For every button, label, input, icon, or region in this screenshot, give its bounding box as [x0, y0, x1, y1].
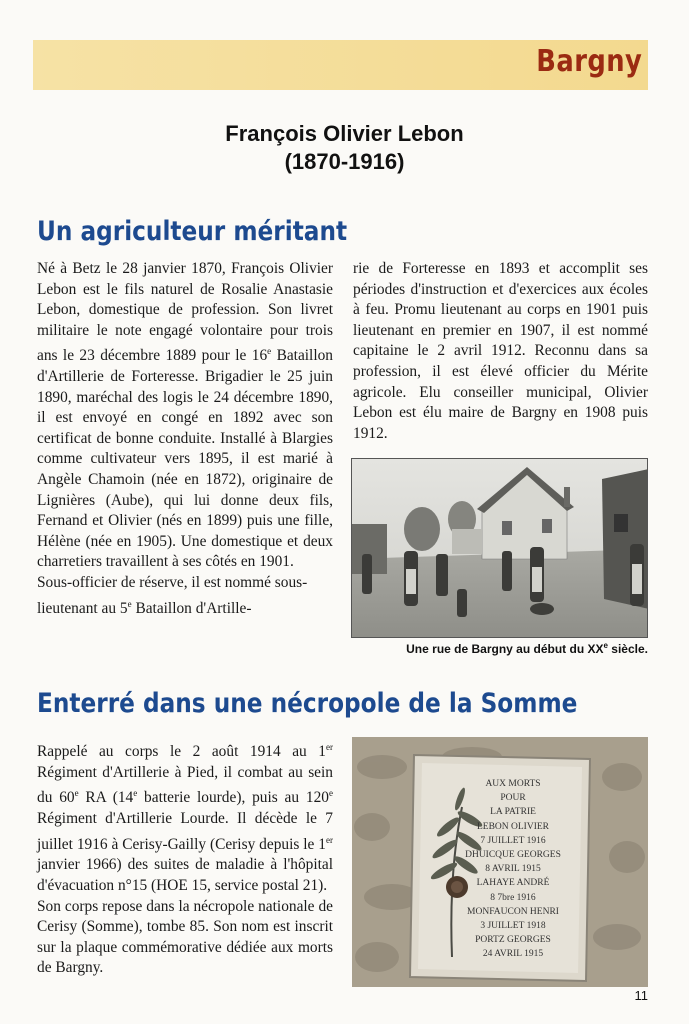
plaque-line: LEBON OLIVIER [476, 821, 550, 832]
header-banner [33, 40, 648, 90]
plaque-line: 3 JUILLET 1918 [480, 921, 546, 932]
paragraph: Son corps repose dans la nécropole nationale de Cerisy (Somme), tombe 85. Son nom est inscrit sur la plaque commémorative dédiée aux morts de Bargny. [37, 897, 333, 977]
street-photo-image [352, 459, 648, 638]
plaque-line: LA PATRIE [490, 807, 536, 818]
photo-caption: Une rue de Bargny au début du XXe siècle. [406, 641, 648, 656]
memorial-plaque-photo [352, 737, 648, 987]
street-photo [351, 458, 648, 638]
plaque-line: DHUICQUE GEORGES [465, 850, 561, 861]
town-title: Bargny [535, 44, 642, 79]
plaque-line: 8 7bre 1916 [490, 892, 536, 903]
person-dates: (1870-1916) [284, 149, 405, 174]
section-heading-agriculteur: Un agriculteur méritant [37, 216, 348, 247]
plaque-line: POUR [500, 793, 526, 804]
text-column-2 [353, 259, 648, 444]
section-heading-necropole: Enterré dans une nécropole de la Somme [37, 688, 578, 719]
paragraph: Rappelé au corps le 2 août 1914 au 1er Régiment d'Artillerie à Pied, il combat au sein du 60e RA (14e batterie lourde), puis au 120e Régiment d'Artillerie Lourde. Il décède le 7 juillet 1916 à Cerisy-Gailly (Cerisy depuis le 1er janvier 1966) des suites de maladie à l'hôpital d'évacuation n°15 (HOE 15, service postal 21). [37, 742, 333, 894]
plaque-line: 24 AVRIL 1915 [482, 949, 544, 960]
paragraph: rie de Forteresse en 1893 et accomplit ses périodes d'instruction et d'exercices aux écoles à feu. Promu lieutenant au corps en 1901 puis lieutenant en premier en 1907, il est nommé capitaine le 2 avril 1912. Reconnu dans sa profession, il est élevé officier du Mérite agricole. Elu conseiller municipal, Olivier Lebon est élu maire de Bargny en 1908 puis 1912. [353, 260, 648, 442]
plaque-line: LAHAYE ANDRÉ [476, 878, 550, 889]
page-number: 11 [634, 988, 648, 1003]
text-column-3 [37, 737, 333, 979]
plaque-line: 8 AVRIL 1915 [485, 864, 541, 875]
paragraph: Sous-officier de réserve, il est nommé sous-lieutenant au 5e Bataillon d'Artille- [37, 574, 308, 617]
person-name: François Olivier Lebon [225, 121, 464, 146]
paragraph: Né à Betz le 28 janvier 1870, François Olivier Lebon est le fils naturel de Rosalie Anastasie Lebon, domestique de profession. Son livret militaire le note engagé volontaire pour trois ans le 23 décembre 1889 pour le 16e Bataillon d'Artillerie de Forteresse. Brigadier le 25 juin 1890, maréchal des logis le 24 décembre 1890, il est envoyé en congé en 1892 avec son certificat de bonne conduite. Installé à Blargies comme cultivateur vers 1895, il est marié à Angèle Chamoin (née en 1872), originaire de Lignières (Aube), qui lui donne deux fils, Fernand et Olivier (nés en 1899) puis une fille, Hélène (née en 1905). Une domestique et deux charretiers travaillent à ses côtés en 1901. [37, 260, 334, 571]
plaque-inscription [458, 777, 568, 962]
text-column-1 [37, 259, 333, 619]
plaque-line: 7 JUILLET 1916 [480, 835, 546, 846]
plaque-line: AUX MORTS [485, 779, 541, 789]
plaque-line: PORTZ GEORGES [475, 935, 551, 946]
plaque-line: MONFAUCON HENRI [467, 906, 559, 917]
